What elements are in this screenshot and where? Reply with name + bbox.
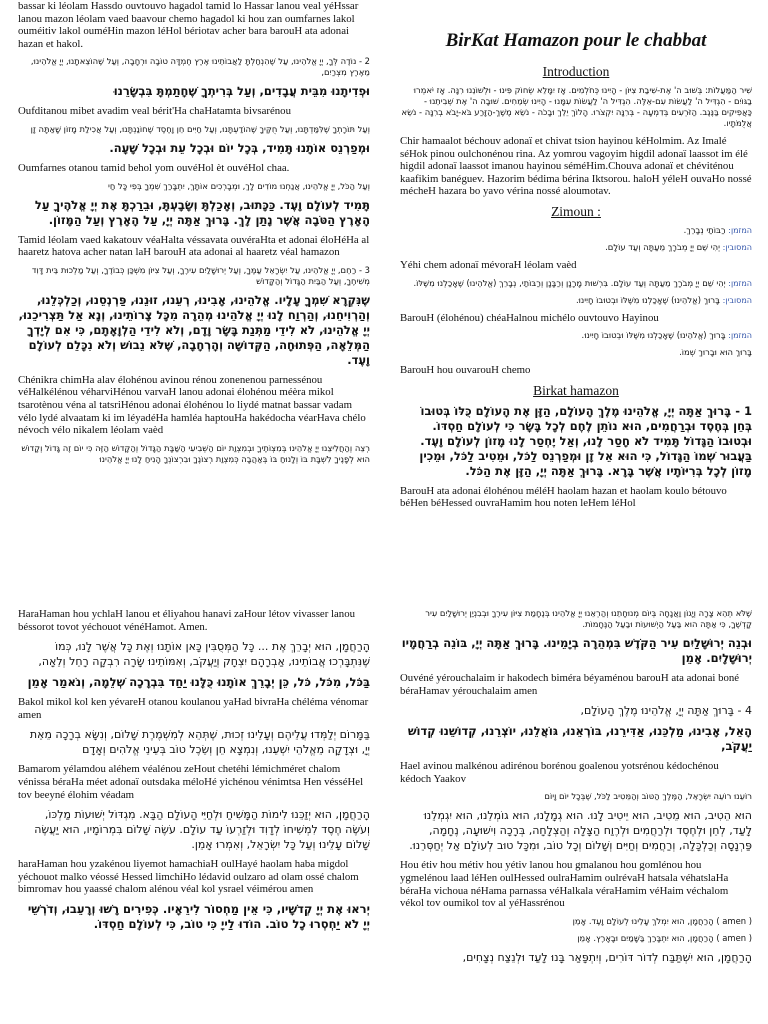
transliteration-paragraph: Oumfarnes otanou tamid behol yom ouvéHol èt ouvéHol chaa. (18, 161, 290, 174)
transliteration-paragraph: Oufditanou mibet avadim veal bérit'Ha chaHatamta bivsarénou (18, 105, 291, 118)
zimoun-transliteration-2: BarouH (élohénou) chéaHalnou michélo ouvtouvo Hayinou (400, 311, 659, 324)
zimoun-line-6: בָּרוּךְ הוּא וּבָרוּךְ שְׁמוֹ. (679, 347, 752, 358)
hebrew-paragraph: הָרַחֲמָן, הוּא יִשְׁתַּבַּח לְדוֹר דּוֹרִים, וְיִתְפָּאַר בָּנוּ לָעַד וּלְנֵצַח נְצָחִים, (462, 950, 752, 964)
hebrew-paragraph: שֶׁנִּקְרָא שִׁמְךָ עָלָיו. אֱלֹהֵינוּ, אָבִינוּ, רְעֵנוּ, זוּנֵנוּ, פַּרְנְסֵנוּ, וְכַלְכְּלֵנוּ, וְהַרְוִיחֵנוּ, וְהַרְוַח לָנוּ יְיָ אֱלֹהֵינוּ מְהֵרָה מִכָּל צָרוֹתֵינוּ, וְנָא אַל תַּצְרִיכֵנוּ, יְיָ אֱלֹהֵינוּ, לֹא לִידֵי מַתְּנַת בָּשָׂר וָדָם, וְלֹא לִידֵי הַלְוָאָתָם, כִּי אִם לְיָדְךָ הַמְּלֵאָה, הַפְּתוּחָה, הַקְּדוֹשָׁה וְהָרְחָבָה, שֶׁלֹּא נֵבוֹשׁ וְלֹא נִכָּלֵם לְעוֹלָם וָעֶד. (18, 292, 370, 367)
zimoun-line-3 (400, 278, 752, 289)
transliteration-paragraph: HaraHaman hou ychlaH lanou et éliyahou hanavi zaHour létov vivasser lanou béssorot tovot yéchouot vénéHamot. Amen. (18, 608, 355, 633)
transliteration-paragraph: Hael avinou malkénou adirénou borénou goalenou yotsrénou kédochénou kédoch Yaakov (400, 760, 719, 785)
bottom-right-column (400, 608, 752, 1024)
hebrew-paragraph: וְעַל תּוֹרָתְךָ שֶׁלִּמַּדְתָּנוּ, וְעַל חֻקֶּיךָ שֶׁהוֹדַעְתָּנוּ, וְעַל חַיִּים חֵן וָחֶסֶד שֶׁחוֹנַנְתָּנוּ, וְעַל אֲכִילַת מָזוֹן שָׁאַתָּה זָן (30, 123, 370, 134)
birkat-hebrew: 1 - בָּרוּךְ אַתָּה יְיָ, אֱלֹהֵינוּ מֶלֶךְ הָעוֹלָם, הַזָּן אֶת הָעוֹלָם כֻּלּוֹ בְּטוּבוֹ בְּחֵן בְּחֶסֶד וּבְרַחֲמִים, הוּא נוֹתֵן לֶחֶם לְכָל בָּשָׂר כִּי לְעוֹלָם חַסְדּוֹ. וּבְטוּבוֹ הַגָּדוֹל תָּמִיד לֹא חָסַר לָנוּ, וְאַל יֶחְסַר לָנוּ מָזוֹן לְעוֹלָם וָעֶד. בַּעֲבוּר שְׁמוֹ הַגָּדוֹל, כִּי הוּא אֵל זָן וּמְפַרְנֵס לַכֹּל, וּמֵטִיב לַכֹּל, וּמֵכִין מָזוֹן לְכָל בְּרִיּוֹתָיו אֲשֶׁר בָּרָא. בָּרוּךְ אַתָּה יְיָ, הַזָּן אֶת הַכֹּל. (419, 403, 752, 478)
zimoun-label: המסובין: (722, 242, 752, 252)
hebrew-paragraph: וְעַל הַכֹּל, יְיָ אֱלֹהֵינוּ, אֲנַחְנוּ מוֹדִים לָךְ, וּמְבָרְכִים אוֹתָךְ, יִתְבָּרַךְ שִׁמְךָ בְּפִי כָּל חַי (108, 180, 370, 191)
transliteration-paragraph: Bamarom yélamdou aléhem véalénou zeHout chetéhi lémichméret chalom vénissa béraHa méet adonaï outsdaka méloHé yichénou vénimtsa Hen vésséHel tov beeyné élohim véadam (18, 763, 364, 801)
zimoun-line-5 (400, 330, 752, 341)
hebrew-paragraph: 3 - רַחֵם, יְיָ אֱלֹהֵינוּ, עַל יִשְׂרָאֵל עַמֶּךָ, וְעַל יְרוּשָׁלַיִם עִירֶךָ, וְעַל צִיּוֹן מִשְׁכַּן כְּבוֹדֶךָ, וְעַל מַלְכוּת בֵּית דָּוִד מְשִׁיחֶךָ, וְעַל הַבַּיִת הַגָּדוֹל וְהַקָּדוֹשׁ (31, 264, 370, 286)
zimoun-transliteration-3: BarouH hou ouvarouH chemo (400, 364, 531, 377)
bottom-left-column (18, 608, 370, 1024)
zimoun-text: בָּרוּךְ (אֱלֹהֵינוּ) שֶׁאָכַלְנוּ מִשֶּׁלּוֹ וּבְטוּבוֹ חָיִינוּ. (581, 330, 726, 341)
hebrew-paragraph: ( amen ) הָרַחֲמָן, הוּא יִמְלֹךְ עָלֵינוּ לְעוֹלָם וָעֶד. אָמֵן (572, 915, 752, 926)
hebrew-paragraph: וּפְדִיתָנוּ מִבֵּית עֲבָדִים, וְעַל בְּרִיתְךָ שֶׁחָתַמְתָּ בִּבְשָׂרֵנוּ (113, 84, 370, 99)
hebrew-paragraph: רוֹעֵנוּ רוֹעֵה יִשְׂרָאֵל, הַמֶּלֶךְ הַטּוֹב וְהַמֵּטִיב לַכֹּל, שֶׁבְּכָל יוֹם וָיוֹם (544, 791, 752, 802)
hebrew-paragraph: שֶׁלֹּא תְהֵא צָרָה וְיָגוֹן וַאֲנָחָה בְּיוֹם מְנוּחָתֵנוּ וְהַרְאֵנוּ יְיָ אֱלֹהֵינוּ בְּנֶחָמַת צִיּוֹן עִירֶךָ וּבְבִנְיַן יְרוּשָׁלַיִם עִיר קָדְשֶׁךָ, כִּי אַתָּה הוּא בַּעַל הַיְשׁוּעוֹת וּבַעַל הַנֶּחָמוֹת. (425, 608, 752, 629)
zimoun-text: יְהִי שֵׁם יְיָ מְבֹרָךְ מֵעַתָּה וְעַד עוֹלָם. (605, 241, 720, 252)
zimoun-transliteration-1: Yéhi chem adonaï mévoraH léolam vaèd (400, 258, 577, 271)
zimoun-heading: Zimoun : (551, 203, 601, 219)
transliteration-paragraph: bassar ki léolam Hassdo ouvtouvo hagadol tamid lo Hassar lanou veal yéHssar lanou mazon léolam vaed baavour chemo hagadol ki hou zan oumfarnes lakol ouméitiv lakol ouméHin mazon léHol bériotav acher bara barouH ata adonai hazan et hakol. (18, 0, 359, 50)
transliteration-paragraph: Bakol mikol kol ken yévareH otanou koulanou yaHad bivraHa chéléma vénomar amen (18, 696, 369, 721)
transliteration-paragraph: Hou étiv hou métiv hou yétiv lanou hou gmalanou hou gomlénou hou ygmelénou laad léHen oulHessed oulraHamim oulrévaH hatsala véhatslaHa béraHa vichoua néHama parnassa véHalkala véraHamim véHaim véchalom vékol tov oumikol tov al yéHassrénou (400, 859, 729, 910)
introduction-hebrew: שִׁיר הַמַּעֲלוֹת: בְּשׁוּב ה' אֶת-שִׁיבַת צִיּוֹן - הָיִינוּ כְּחֹלְמִים. אָז יִמָּלֵא שְׂחוֹק פִּינוּ - וּלְשׁוֹנֵנוּ רִנָּה. אָז יֹאמְרוּ בַגּוֹיִם - הִגְדִּיל ה' לַעֲשׂוֹת עִם-אֵלֶּה. הִגְדִּיל ה' לַעֲשׂוֹת עִמָּנוּ - הָיִינוּ שְׂמֵחִים. שׁוּבָה ה' אֶת שְׁבִיתֵנוּ - כַּאֲפִיקִים בַּנֶּגֶב. הַזֹּרְעִים בְּדִמְעָה - בְּרִנָּה יִקְצֹרוּ. הָלוֹךְ יֵלֵךְ וּבָכֹה - נֹשֵׂא מֶשֶׁךְ-הַזָּרַע בֹּא-יָבֹא בְרִנָּה - נֹשֵׂא אֲלֻמֹּתָיו. (401, 85, 752, 128)
hebrew-paragraph: יְראוּ אֶת יְיָ קְדֹשָׁיו, כִּי אֵין מַחְסוֹר לִירֵאָיו. כְּפִירִים רָשׁוּ וְרָעֵבוּ, וְדֹרְשֵׁי יְיָ לֹא יַחְסְרוּ כָל טוֹב. הוֹדוּ לַייָ כִּי טוֹב, כִּי לְעוֹלָם חַסְדּוֹ. (27, 901, 370, 931)
transliteration-paragraph: haraHaman hou yzakénou liyemot hamachiaH oulHayé haolam haba migdol yéchouot malko véossé Hessed limchiHo lédavid oulzaro ad olam ossé chalom bimromav hou yaassé chalom alénou véal kol ysrael véimérou amen (18, 858, 359, 896)
top-left-column (18, 0, 370, 560)
zimoun-label: המזמן: (728, 278, 752, 288)
hebrew-paragraph: בַּכֹּל, מִכֹּל, כֹּל, כֵּן יְבָרֵךְ אוֹתָנוּ כֻּלָּנוּ יַחַד בִּבְרָכָה שְׁלֵמָה, וְנֹאמַר אָמֵן (27, 675, 370, 690)
hebrew-paragraph: 4 - בָּרוּךְ אַתָּה יְיָ, אֱלֹהֵינוּ מֶלֶךְ הָעוֹלָם, (580, 704, 752, 718)
bottom-page (0, 608, 768, 1024)
introduction-transliteration: Chir hamaalot béchouv adonaï et chivat tsion hayinou kéHolmim. Az Imalé séHok pinou oulchonénou rina. Az yomrou vagoyim higdil adonaï laassot im élé higdil adonaï laassot imanou hayinou séméHim.Chouva adonaï et chéviténou kaafikim banéguev. Hazorim bédima bérina Iktsorou. haloH yéleH ouvaHo nossé mécheH hazara bo yavo vérina nossé aloumotav. (400, 135, 752, 198)
hebrew-paragraph: הָרַחֲמָן, הוּא יְזַכֵּנוּ לִימוֹת הַמָּשִׁיחַ וּלְחַיֵּי הָעוֹלָם הַבָּא. מִגְדּוֹל יְשׁוּעוֹת מַלְכּוֹ, וְעֹשֶׂה חֶסֶד לִמְשִׁיחוֹ לְדָוִד וּלְזַרְעוֹ עַד עוֹלָם. עֹשֶׂה שָׁלוֹם בִּמְרוֹמָיו, הוּא יַעֲשֶׂה שָׁלוֹם עָלֵינוּ וְעַל כָּל יִשְׂרָאֵל, וְאִמְרוּ אָמֵן. (34, 808, 370, 852)
top-right-column (400, 0, 752, 560)
hebrew-paragraph: ( amen ) הָרַחֲמָן, הוּא יִתְבָּרַךְ בַּשָּׁמַיִם וּבָאָרֶץ. אָמֵן (577, 932, 752, 943)
hebrew-paragraph: הָאֵל, אָבִינוּ, מַלְכֵּנוּ, אַדִּירֵנוּ, בּוֹרְאֵנוּ, גּוֹאֲלֵנוּ, יוֹצְרֵנוּ, קְדוֹשֵׁנוּ קְדוֹשׁ יַעֲקֹב, (407, 724, 752, 754)
hebrew-paragraph: בַּמָּרוֹם יְלַמְּדוּ עֲלֵיהֶם וְעָלֵינוּ זְכוּת, שֶׁתְּהֵא לְמִשְׁמֶרֶת שָׁלוֹם, וְנִשָּׂא בְרָכָה מֵאֵת יְיָ, וּצְדָקָה מֵאֱלֹהֵי יִשְׁעֵנוּ, וְנִמְצָא חֵן וְשֵׂכֶל טוֹב בְּעֵינֵי אֱלֹהִים וְאָדָם (29, 728, 370, 757)
transliteration-paragraph: Tamid léolam vaed kakatouv véaHalta véssavata ouvéraHta et adonai éloHéHa al haaretz hatova acher natan laH barouH ata adonai al haaretz véal hamazon (18, 233, 370, 259)
hebrew-paragraph: וּבְנֵה יְרוּשָׁלַיִם עִיר הַקֹּדֶשׁ בִּמְהֵרָה בְיָמֵינוּ. בָּרוּךְ אַתָּה יְיָ, בּוֹנֵה בְרַחֲמָיו יְרוּשָׁלָיִם. אָמֵן (401, 636, 752, 665)
hebrew-paragraph: הָרַחֲמָן, הוּא יְבָרֵךְ אֶת ... כָּל הַמְּסֻבִּין כָּאן אוֹתָנוּ וְאֶת כָּל אֲשֶׁר לָנוּ, כְּמוֹ שֶׁנִּתְבָּרְכוּ אֲבוֹתֵינוּ, אַבְרָהָם יִצְחָק וְיַעֲקֹב, וְאִמּוֹתֵינוּ שָׂרָה רִבְקָה רָחֵל וְלֵאָה, (38, 640, 370, 669)
hebrew-paragraph: הוּא הֵטִיב, הוּא מֵטִיב, הוּא יֵיטִיב לָנוּ. הוּא גְמָלָנוּ, הוּא גוֹמְלֵנוּ, הוּא יִגְמְלֵנוּ לָעַד, לְחֵן וּלְחֶסֶד וּלְרַחֲמִים וּלְרֶוַח הַצָּלָה וְהַצְלָחָה, בְּרָכָה וִישׁוּעָה, נֶחָמָה, פַּרְנָסָה וְכַלְכָּלָה, וְרַחֲמִים וְחַיִּים וְשָׁלוֹם וְכָל טוֹב, וּמִכָּל טוּב לְעוֹלָם אַל יְחַסְּרֵנוּ. (409, 809, 752, 853)
zimoun-label: המזמן: (728, 225, 752, 235)
hebrew-paragraph: תָּמִיד לְעוֹלָם וָעֶד. כַּכָּתוּב, וְאָכַלְתָּ וְשָׂבָעְתָּ, וּבֵרַכְתָּ אֶת יְיָ אֱלֹהֶיךָ עַל הָאָרֶץ הַטֹּבָה אֲשֶׁר נָתַן לָךְ. בָּרוּךְ אַתָּה יְיָ, עַל הָאָרֶץ וְעַל הַמָּזוֹן. (34, 197, 370, 227)
transliteration-paragraph: Chénikra chimHa alav élohénou avinou rénou zonenenou parnessénou véHalkélénou véharviHénou varvaH lanou adonai élohénou méèra mikol tsarotènou véna al tatsriHénou adonai élohénou lo liydé matnat bassar vadam vélo lydé alvaatam ki im léyadéHa hamléa haptouHa hakédocha véarHava chélo névoch vélo nikalem léolam vaèd (18, 373, 366, 437)
page-title: BirKat Hamazon pour le chabbat (445, 30, 707, 51)
zimoun-text: רַבּוֹתַי נְבָרֵךְ. (683, 224, 726, 235)
birkat-transliteration: BarouH ata adonai élohénou méléH haolam hazan et haolam koulo bétouvo béHen béHessed ouvraHamim hou noten leHem léHol (400, 484, 727, 510)
hebrew-paragraph: 2 - נוֹדֶה לְּךָ, יְיָ אֱלֹהֵינוּ, עַל שֶׁהִנְחַלְתָּ לַאֲבוֹתֵינוּ אֶרֶץ חֶמְדָּה טוֹבָה וּרְחָבָה, וְעַל שֶׁהוֹצֵאתָנוּ, יְיָ אֱלֹהֵינוּ, מֵאֶרֶץ מִצְרַיִם, (30, 56, 370, 78)
introduction-heading: Introduction (542, 64, 610, 79)
zimoun-line-2 (400, 242, 752, 253)
transliteration-paragraph: Ouvéné yérouchalaim ir hakodech biméra béyaménou barouH ata adonai boné béraHamav yérouchalaim amen (400, 672, 740, 697)
zimoun-text: יְהִי שֵׁם יְיָ מְבֹרָךְ מֵעַתָּה וְעַד עוֹלָם. בִּרְשׁוּת מָרָנָן וְרַבָּנָן וְרַבּוֹתַי, נְבָרֵךְ (אֱלֹהֵינוּ) שֶׁאָכַלְנוּ מִשֶּׁלּוֹ. (413, 277, 726, 288)
zimoun-line-4 (400, 295, 752, 306)
zimoun-text: בָּרוּךְ (אֱלֹהֵינוּ) שֶׁאָכַלְנוּ מִשֶּׁלּוֹ וּבְטוּבוֹ חָיִינוּ. (575, 294, 720, 305)
hebrew-paragraph: וּמְפַרְנֵס אוֹתָנוּ תָּמִיד, בְּכָל יוֹם וּבְכָל עֵת וּבְכָל שָׁעָה. (109, 140, 370, 155)
hebrew-paragraph: רְצֵה וְהַחֲלִיצֵנוּ יְיָ אֱלֹהֵינוּ בְּמִצְוֹתֶיךָ וּבְמִצְוַת יוֹם הַשְּׁבִיעִי הַשַּׁבָּת הַגָּדוֹל וְהַקָּדוֹשׁ הַזֶּה כִּי יוֹם זֶה גָּדוֹל וְקָדוֹשׁ הוּא לְפָנֶיךָ לִשְׁבָּת בּוֹ וְלָנוּחַ בּוֹ בְּאַהֲבָה כְּמִצְוַת רְצוֹנֶךָ וּבִרְצוֹנְךָ הָנִיחַ לָנוּ יְיָ אֱלֹהֵינוּ (21, 442, 370, 464)
zimoun-label: המזמן: (728, 331, 752, 341)
birkat-heading: Birkat hamazon (533, 382, 619, 398)
zimoun-line-1 (400, 225, 752, 236)
zimoun-label: המסובין: (722, 295, 752, 305)
